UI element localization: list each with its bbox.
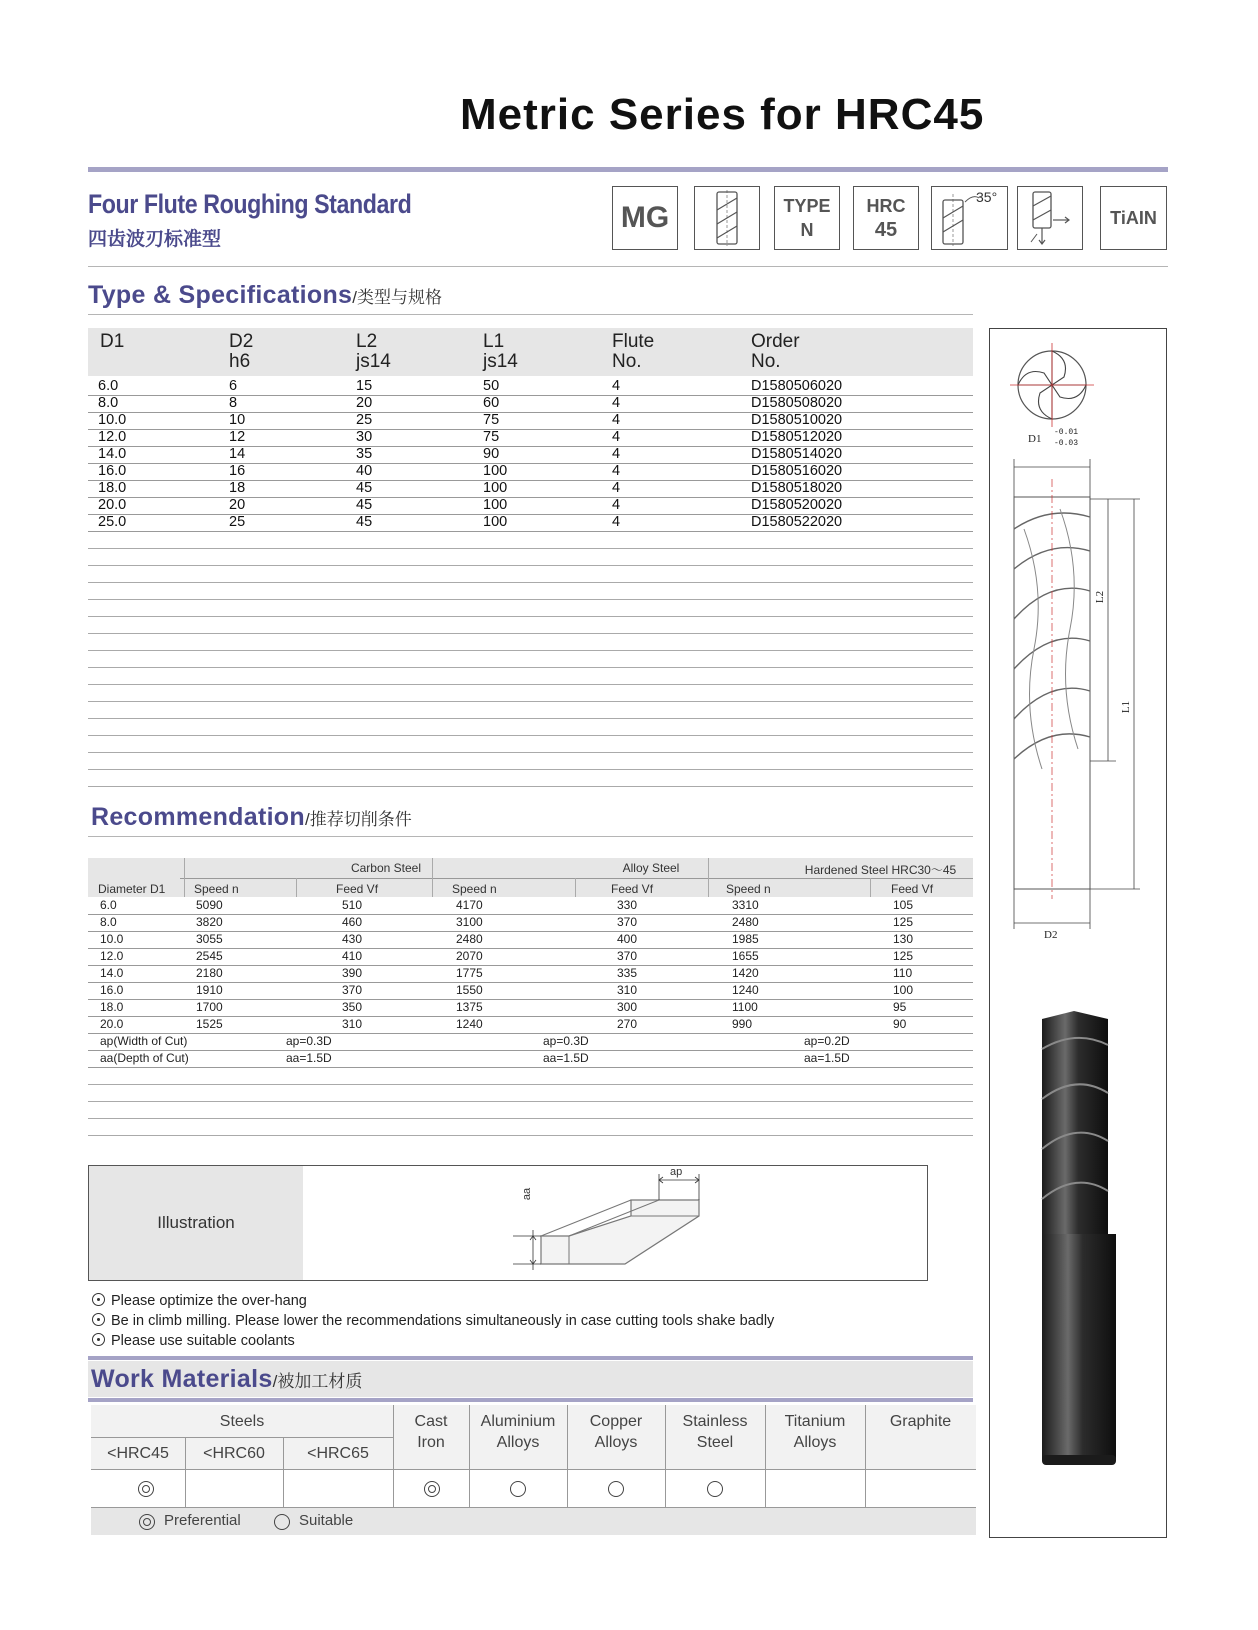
illustration-box bbox=[88, 1165, 928, 1281]
table-row: 12.0 12 30 75 4 D1580512020 bbox=[88, 429, 973, 447]
group-carbon-steel: Carbon Steel bbox=[350, 861, 422, 875]
blank-row-line bbox=[88, 633, 973, 634]
group-alloy-steel: Alloy Steel bbox=[622, 861, 680, 875]
blank-row-line bbox=[88, 650, 973, 651]
table-row: 8.0 3820 460 3100 370 2480 125 bbox=[88, 914, 973, 932]
flute-icon bbox=[707, 190, 747, 246]
title-divider bbox=[88, 167, 1168, 172]
helix-angle-badge bbox=[931, 186, 1008, 250]
bullet-icon bbox=[92, 1313, 105, 1326]
product-name: Four Flute Roughing Standard bbox=[88, 189, 412, 219]
subheader-feed: Feed Vf bbox=[891, 882, 934, 896]
cross-section-view bbox=[1010, 343, 1094, 427]
steel-grade-hrc45: <HRC45 bbox=[107, 1445, 169, 1462]
group-hardened-steel: Hardened Steel HRC30～45 bbox=[804, 863, 957, 877]
end-cutting-icon bbox=[1025, 190, 1075, 246]
blank-row-line bbox=[88, 684, 973, 685]
blank-row-line bbox=[88, 667, 973, 668]
legend-suitable-icon bbox=[274, 1514, 290, 1530]
d2-label: D2 bbox=[1044, 929, 1058, 941]
blank-row-line bbox=[88, 769, 973, 770]
blank-row-line bbox=[88, 1118, 973, 1119]
aa-row: aa(Depth of Cut) aa=1.5D aa=1.5D aa=1.5D bbox=[88, 1050, 973, 1068]
header-l1: L1 js14 bbox=[483, 331, 518, 372]
end-mill-drawing bbox=[990, 329, 1166, 1537]
table-row: 25.0 25 45 100 4 D1580522020 bbox=[88, 514, 973, 532]
flute-badge bbox=[694, 186, 760, 250]
d1-label: D1 bbox=[1028, 433, 1042, 445]
subheader-diameter: Diameter D1 bbox=[98, 882, 166, 896]
recommendation-divider bbox=[88, 836, 973, 837]
steel-grade-hrc60: <HRC60 bbox=[203, 1445, 265, 1462]
material-graphite: Graphite bbox=[889, 1413, 952, 1430]
product-render bbox=[1042, 1011, 1116, 1465]
page-title: Metric Series for HRC45 bbox=[460, 90, 985, 139]
mg-badge: MG bbox=[612, 186, 678, 250]
bullet-icon bbox=[92, 1293, 105, 1306]
material-titanium: Titanium Alloys bbox=[784, 1413, 846, 1451]
header-flute-no: Flute No. bbox=[612, 331, 655, 372]
end-cutting-badge bbox=[1017, 186, 1083, 250]
table-row: 14.0 14 35 90 4 D1580514020 bbox=[88, 446, 973, 464]
header-d2: D2 h6 bbox=[229, 331, 254, 372]
table-row: 12.0 2545 410 2070 370 1655 125 bbox=[88, 948, 973, 966]
product-drawing-panel bbox=[989, 328, 1167, 1538]
subheader-feed: Feed Vf bbox=[336, 882, 379, 896]
steels-header: Steels bbox=[219, 1413, 265, 1430]
table-row: 18.0 18 45 100 4 D1580518020 bbox=[88, 480, 973, 498]
subheader-speed: Speed n bbox=[194, 882, 239, 896]
table-row: 8.0 8 20 60 4 D1580508020 bbox=[88, 395, 973, 413]
recommendation-section-title: Recommendation/推荐切削条件 bbox=[91, 803, 412, 831]
table-row: 10.0 10 25 75 4 D1580510020 bbox=[88, 412, 973, 430]
ap-row: ap(Width of Cut) ap=0.3D ap=0.3D ap=0.2D bbox=[88, 1033, 973, 1051]
blank-row-line bbox=[88, 565, 973, 566]
d1-tolerance-lower: -0.03 bbox=[1054, 439, 1079, 448]
suitable-mark-icon bbox=[707, 1481, 723, 1497]
header-divider bbox=[88, 266, 1168, 267]
note-item: Please use suitable coolants bbox=[92, 1333, 295, 1349]
blank-row-line bbox=[88, 582, 973, 583]
table-row: 6.0 5090 510 4170 330 3310 105 bbox=[88, 897, 973, 915]
helix-angle-value: 35° bbox=[976, 189, 998, 205]
blank-row-line bbox=[88, 735, 973, 736]
ap-mark: ap bbox=[670, 1166, 683, 1178]
bullet-icon bbox=[92, 1333, 105, 1346]
table-row: 20.0 20 45 100 4 D1580520020 bbox=[88, 497, 973, 515]
hrc-badge: HRC 45 bbox=[853, 186, 919, 250]
preferential-mark-icon bbox=[424, 1481, 440, 1497]
legend-preferential-icon bbox=[139, 1514, 155, 1530]
product-name-cn: 四齿波刃标准型 bbox=[88, 229, 222, 250]
specs-table-header bbox=[88, 328, 973, 376]
table-row: 16.0 16 40 100 4 D1580516020 bbox=[88, 463, 973, 481]
steel-grade-hrc65: <HRC65 bbox=[307, 1445, 369, 1462]
legend-suitable-label: Suitable bbox=[299, 1512, 354, 1529]
table-row: 18.0 1700 350 1375 300 1100 95 bbox=[88, 999, 973, 1017]
d1-tolerance-upper: -0.01 bbox=[1054, 428, 1079, 437]
table-row: 16.0 1910 370 1550 310 1240 100 bbox=[88, 982, 973, 1000]
work-materials-table bbox=[91, 1405, 976, 1535]
specs-section-title: Type & Specifications/类型与规格 bbox=[88, 281, 442, 309]
note-item: Please optimize the over-hang bbox=[92, 1293, 307, 1309]
preferential-mark-icon bbox=[138, 1481, 154, 1497]
table-row: 6.0 6 15 50 4 D1580506020 bbox=[88, 378, 973, 396]
header-l2: L2 js14 bbox=[356, 331, 391, 372]
type-badge: TYPE N bbox=[774, 186, 840, 250]
blank-row-line bbox=[88, 1135, 973, 1136]
blank-row-line bbox=[88, 616, 973, 617]
suitable-mark-icon bbox=[510, 1481, 526, 1497]
suitable-mark-icon bbox=[608, 1481, 624, 1497]
blank-row-line bbox=[88, 1084, 973, 1085]
material-stainless: Stainless Steel bbox=[682, 1413, 748, 1451]
cut-depth-diagram bbox=[509, 1170, 729, 1276]
coating-badge: TiAIN bbox=[1100, 186, 1167, 250]
work-materials-section-title: Work Materials/被加工材质 bbox=[91, 1365, 363, 1393]
header-order-no: Order No. bbox=[751, 331, 800, 372]
header-d1: D1 bbox=[100, 331, 125, 352]
subheader-speed: Speed n bbox=[452, 882, 497, 896]
aa-mark: aa bbox=[521, 1187, 534, 1201]
subheader-feed: Feed Vf bbox=[611, 882, 654, 896]
recommendation-table-header bbox=[88, 858, 973, 897]
legend-preferential-label: Preferential bbox=[164, 1512, 241, 1529]
blank-row-line bbox=[88, 752, 973, 753]
blank-row-line bbox=[88, 786, 973, 787]
blank-row-line bbox=[88, 599, 973, 600]
table-row: 20.0 1525 310 1240 270 990 90 bbox=[88, 1016, 973, 1034]
material-aluminium: Aluminium Alloys bbox=[480, 1413, 556, 1451]
l2-label: L2 bbox=[1094, 590, 1107, 604]
table-row: 14.0 2180 390 1775 335 1420 110 bbox=[88, 965, 973, 983]
blank-row-line bbox=[88, 701, 973, 702]
material-copper: Copper Alloys bbox=[589, 1413, 643, 1451]
material-cast-iron: Cast Iron bbox=[414, 1413, 448, 1451]
l1-label: L1 bbox=[1120, 700, 1133, 714]
subheader-speed: Speed n bbox=[726, 882, 771, 896]
note-item: Be in climb milling. Please lower the recommendations simultaneously in case cutting tools shake badly bbox=[92, 1313, 774, 1329]
blank-row-line bbox=[88, 548, 973, 549]
illustration-label: Illustration bbox=[89, 1166, 303, 1280]
side-view bbox=[1014, 459, 1140, 929]
blank-row-line bbox=[88, 1101, 973, 1102]
blank-row-line bbox=[88, 718, 973, 719]
specs-divider bbox=[88, 314, 973, 315]
table-row: 10.0 3055 430 2480 400 1985 130 bbox=[88, 931, 973, 949]
